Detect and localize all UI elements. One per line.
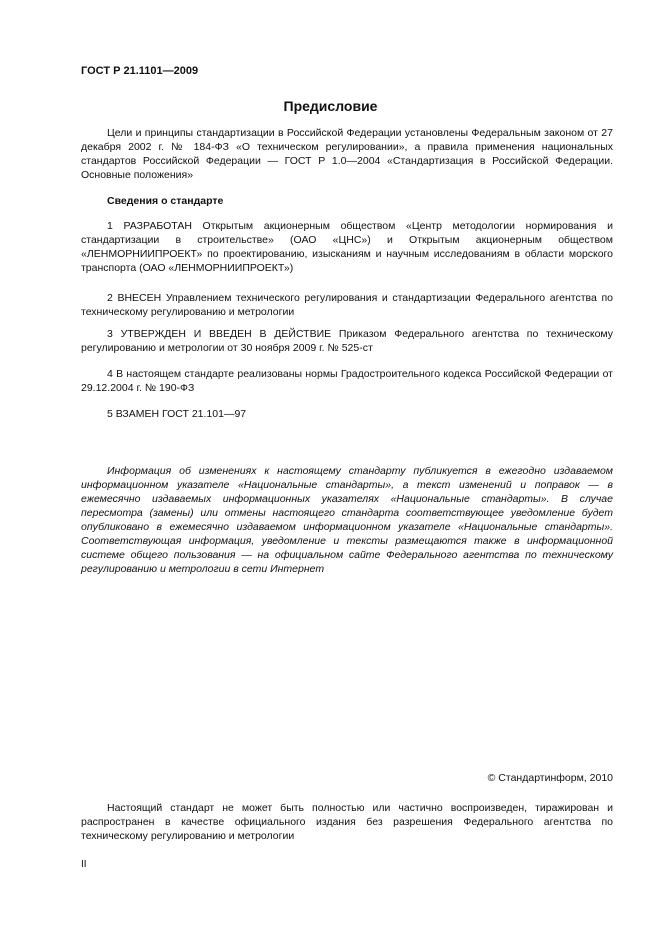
page-title: Предисловие xyxy=(283,98,378,114)
reproduction-notice: Настоящий стандарт не может быть полностью или частично воспроизведен, тиражирован и распространен в качестве официального издания без разрешения Федерального агентства по техническому регулированию и метрологии xyxy=(81,802,613,842)
document-code-header: ГОСТ Р 21.1101—2009 xyxy=(81,65,199,77)
page-number: II xyxy=(81,859,87,870)
info-item-2: 2 ВНЕСЕН Управлением технического регулирования и стандартизации Федерального агентства по техническому регулированию и метрологии xyxy=(81,292,613,318)
changes-notice: Информация об изменениях к настоящему стандарту публикуется в ежегодно издаваемом информационном указателе «Национальные стандарты», а текст изменений и поправок — в ежемесячно издаваемых информационных указателях «Национальные стандарты». В случае пересмотра (замены) или отмены настоящего стандарта соответствующее уведомление будет опубликовано в ежемесячно издаваемом информационном указателе «Национальные стандарты». Соответствующая информация, уведомление и тексты размещаются также в информационной системе общего пользования — на официальном сайте Федерального агентства по техническому регулированию и метрологии в сети Интернет xyxy=(81,465,613,575)
info-item-1: 1 РАЗРАБОТАН Открытым акционерным обществом «Центр методологии нормирования и стандартизации в строительстве» (ОАО «ЦНС») и Открытым акционерным обществом «ЛЕНМОРНИИПРОЕКТ» по проектированию, изысканиям и научным исследованиям в области морского транспорта (ОАО «ЛЕНМОРНИИПРОЕКТ») xyxy=(81,220,613,274)
info-item-4: 4 В настоящем стандарте реализованы нормы Градостроительного кодекса Российской Федерации от 29.12.2004 г. № 190-ФЗ xyxy=(81,368,613,394)
info-heading: Сведения о стандарте xyxy=(107,195,224,207)
intro-paragraph: Цели и принципы стандартизации в Российской Федерации установлены Федеральным законом от 27 декабря 2002 г. № 184-ФЗ «О техническом регулировании», а правила применения национальных стандартов Российской Федерации — ГОСТ Р 1.0—2004 «Стандартизация в Российской Федерации. Основные положения» xyxy=(81,127,613,181)
info-item-5: 5 ВЗАМЕН ГОСТ 21.101—97 xyxy=(107,408,247,420)
copyright-line: © Стандартинформ, 2010 xyxy=(487,772,613,784)
info-item-3: 3 УТВЕРЖДЕН И ВВЕДЕН В ДЕЙСТВИЕ Приказом Федерального агентства по техническому регулированию и метрологии от 30 ноября 2009 г. № 525-ст xyxy=(81,328,613,354)
